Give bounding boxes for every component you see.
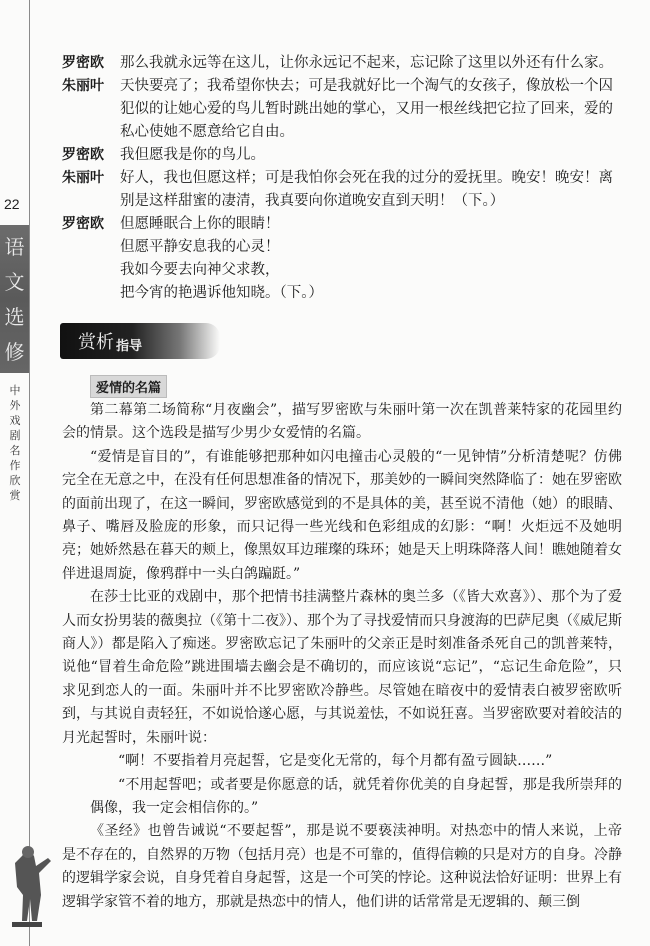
verse-lines bbox=[120, 213, 622, 305]
verse-line: 我如今要去向神父求教， bbox=[120, 262, 280, 278]
quote-paragraph: “啊！不要指着月亮起誓，它是变化无常的，每个月都有盈亏圆缺……” bbox=[118, 753, 553, 770]
dialogue-line bbox=[62, 75, 622, 144]
dialogue-line bbox=[62, 213, 622, 305]
dialogue-line bbox=[62, 167, 622, 213]
speaker-name: 罗密欧 bbox=[62, 55, 104, 71]
dialogue-line bbox=[62, 144, 622, 167]
page-number: 22 bbox=[4, 196, 20, 212]
side-title-char: 修 bbox=[4, 339, 25, 364]
speech-text: 我但愿我是你的鸟儿。 bbox=[120, 147, 265, 163]
banner-subtitle: 指导 bbox=[116, 338, 143, 354]
speech-text: 好人，我也但愿这样；可是我怕你会死在我的过分的爱抚里。晚安！晚安！离别是这样甜蜜的凄清，我真要向你道晚安直到天明！（下。） bbox=[120, 170, 613, 209]
dialogue-section bbox=[62, 52, 622, 305]
speaker-name: 罗密欧 bbox=[62, 216, 104, 232]
speech-text: 那么我就永远等在这儿，让你永远记不起来，忘记除了这里以外还有什么家。 bbox=[120, 55, 613, 71]
verse-line: 把今宵的艳遇诉他知晓。（下。） bbox=[120, 285, 323, 301]
analysis-body bbox=[62, 399, 622, 914]
dialogue-line bbox=[62, 52, 622, 75]
paragraph: 在莎士比亚的戏剧中，那个把情书挂满整片森林的奥兰多（《皆大欢喜》）、那个为了爱人而女扮男装的薇奥拉（《第十二夜》）、那个为了寻找爱情而只身渡海的巴萨尼奥（《威尼斯商人》）都是陷入了痴迷。罗密欧忘记了朱丽叶的父亲正是时刻准备杀死自己的凯普莱特，说他“冒着生命危险”跳进围墙去幽会是不确切的，而应该说“忘记”，“忘记生命危险”，只求见到恋人的一面。朱丽叶并不比罗密欧冷静些。尽管她在暗夜中的爱情表白被罗密欧听到，与其说自责轻狂，不如说恰遂心愿，与其说羞怯，不如说狂喜。当罗密欧要对着皎洁的月光起誓时，朱丽叶说： bbox=[62, 589, 622, 746]
subheading: 爱情的名篇 bbox=[90, 375, 167, 398]
side-title-block bbox=[0, 225, 29, 373]
knight-statue-icon bbox=[4, 840, 54, 930]
side-title-char: 文 bbox=[4, 269, 25, 294]
speaker-name: 朱丽叶 bbox=[62, 78, 104, 94]
quote-paragraph: “不用起誓吧；或者要是你愿意的话，就凭着你优美的自身起誓，那是我所崇拜的偶像，我一定会相信你的。” bbox=[90, 776, 622, 816]
paragraph: 《圣经》也曾告诫说“不要起誓”，那是说不要亵渎神明。对热恋中的情人来说，上帝是不存在的，自然界的万物（包括月亮）也是不可靠的，值得信赖的只是对方的自身。冷静的逻辑学家会说，自身凭着自身起誓，这是一个可笑的悖论。这种说法恰好证明：世界上有逻辑学家管不着的地方，那就是热恋中的情人，他们讲的话常常是无逻辑的、颠三倒 bbox=[62, 823, 622, 910]
margin-rule bbox=[29, 0, 30, 946]
paragraph: “爱情是盲目的”，有谁能够把那种如闪电撞击心灵般的“一见钟情”分析清楚呢？仿佛完全在无意之中，在没有任何思想准备的情况下，那美妙的一瞬间突然降临了：她在罗密欧的面前出现了，在这一瞬间，罗密欧感觉到的不是具体的美，甚至说不清他（她）的眼睛、鼻子、嘴唇及脸庞的形象，而只记得一些光线和色彩组成的幻影：“啊！火炬远不及她明亮；她娇然悬在暮天的颊上，像黑奴耳边璀璨的珠环；她是天上明珠降落人间！瞧她随着女伴进退周旋，像鸦群中一头白鸽蹁跹。” bbox=[62, 448, 622, 582]
paragraph: 第二幕第二场简称“月夜幽会”，描写罗密欧与朱丽叶第一次在凯普莱特家的花园里约会的情景。这个选段是描写少男少女爱情的名篇。 bbox=[62, 402, 622, 442]
verse-line: 但愿睡眠合上你的眼睛！ bbox=[120, 216, 280, 232]
verse-line: 但愿平静安息我的心灵！ bbox=[120, 239, 280, 255]
speaker-name: 朱丽叶 bbox=[62, 170, 104, 186]
section-banner bbox=[60, 323, 220, 359]
banner-title: 赏析 bbox=[78, 332, 114, 353]
speaker-name: 罗密欧 bbox=[62, 147, 104, 163]
side-subtitle: 中外戏剧名作欣赏 bbox=[9, 384, 21, 502]
side-title-char: 选 bbox=[4, 304, 25, 329]
side-title-char: 语 bbox=[4, 234, 25, 259]
speech-text: 天快要亮了；我希望你快去；可是我就好比一个淘气的女孩子，像放松一个囚犯似的让她心爱的鸟儿暂时跳出她的掌心，又用一根丝线把它拉了回来，爱的私心使她不愿意给它自由。 bbox=[120, 78, 613, 140]
